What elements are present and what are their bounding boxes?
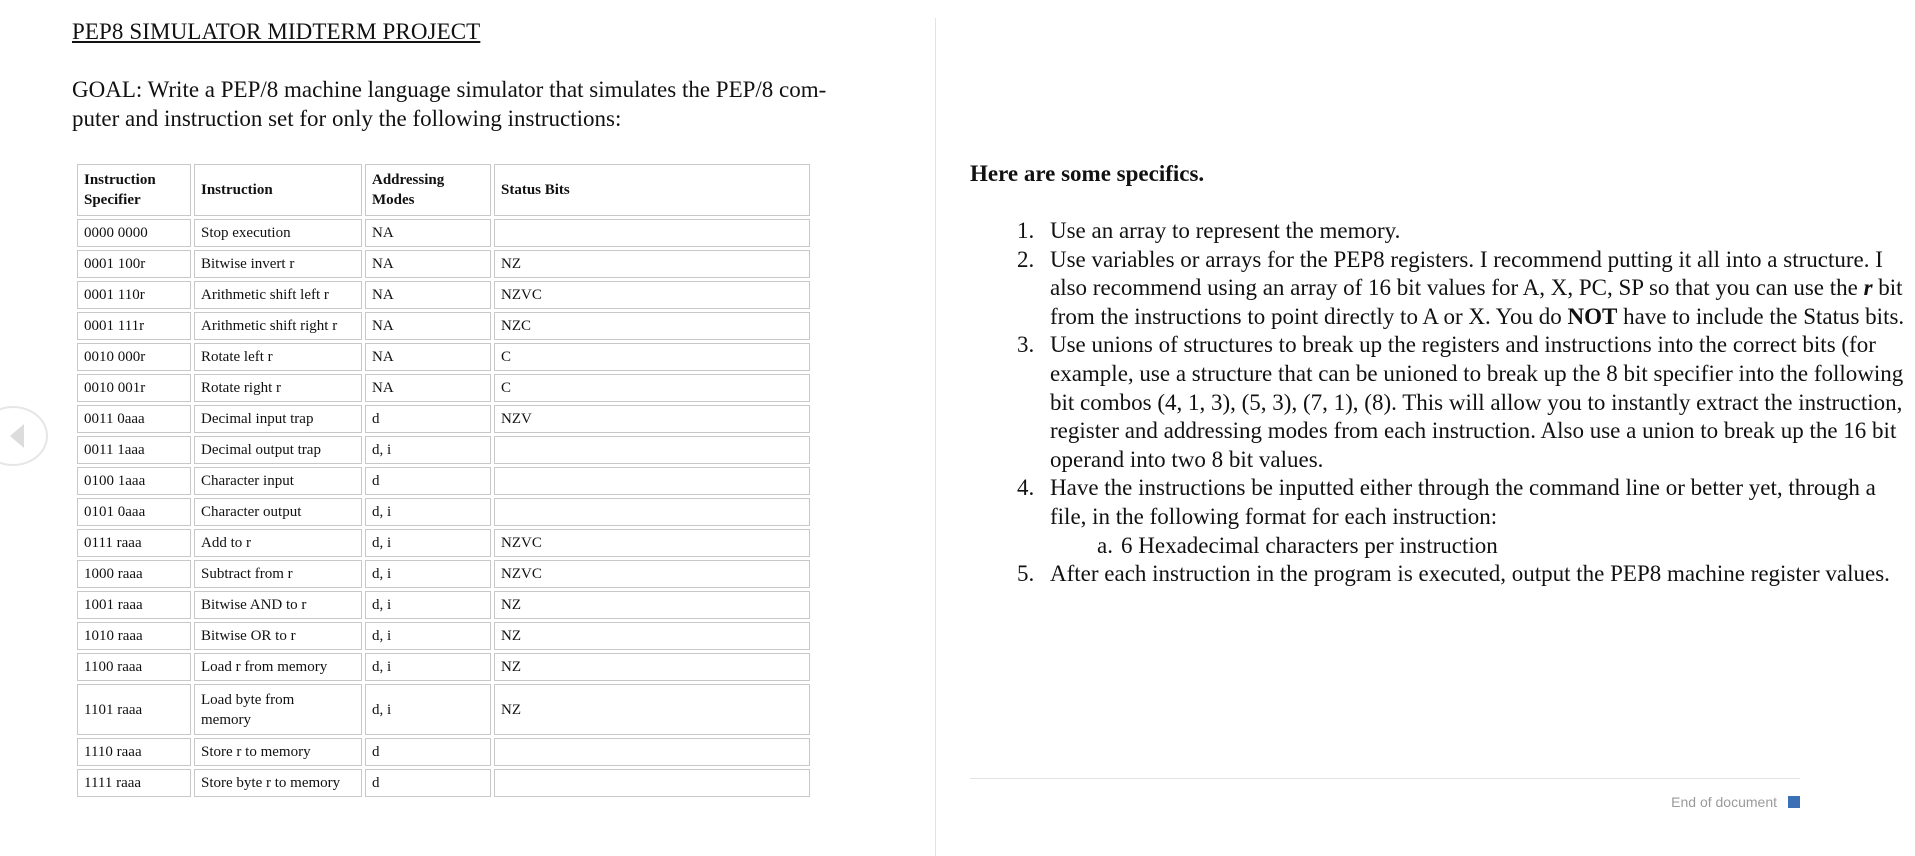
cell-status-bits: NZ bbox=[494, 591, 810, 619]
not-emphasis: NOT bbox=[1567, 303, 1618, 329]
cell-status-bits: NZ bbox=[494, 622, 810, 650]
list-number: 5. bbox=[1017, 561, 1035, 587]
cell-instruction: Bitwise AND to r bbox=[194, 591, 362, 619]
table-row bbox=[77, 498, 810, 526]
end-of-document-marker-icon bbox=[1788, 796, 1800, 808]
cell-text-line: memory bbox=[201, 711, 251, 728]
table-row bbox=[77, 684, 810, 735]
cell-addressing-modes: d, i bbox=[365, 684, 491, 735]
cell-instruction bbox=[194, 684, 362, 735]
header-instruction: Instruction bbox=[194, 164, 362, 216]
cell-status-bits bbox=[494, 219, 810, 247]
list-text bbox=[1050, 246, 1915, 332]
chevron-left-icon bbox=[10, 424, 24, 448]
cell-instruction: Store byte r to memory bbox=[194, 769, 362, 797]
list-number: 2. bbox=[1017, 246, 1035, 272]
header-text: Addressing bbox=[372, 172, 445, 188]
cell-addressing-modes: d bbox=[365, 769, 491, 797]
cell-specifier: 0010 000r bbox=[77, 343, 191, 371]
cell-addressing-modes: NA bbox=[365, 281, 491, 309]
cell-addressing-modes: NA bbox=[365, 250, 491, 278]
cell-specifier: 1101 raaa bbox=[77, 684, 191, 735]
table-row bbox=[77, 343, 810, 371]
table-row bbox=[77, 591, 810, 619]
list-item bbox=[1017, 246, 1915, 332]
cell-addressing-modes: NA bbox=[365, 312, 491, 340]
left-page bbox=[0, 0, 935, 856]
text-run: bit from the instructions to point directly to A or X. You do bbox=[1050, 275, 1903, 329]
table-row bbox=[77, 405, 810, 433]
cell-status-bits: NZC bbox=[494, 312, 810, 340]
cell-specifier: 1110 raaa bbox=[77, 738, 191, 766]
list-item bbox=[1017, 217, 1915, 246]
cell-specifier: 0010 001r bbox=[77, 374, 191, 402]
end-of-document-divider bbox=[970, 778, 1800, 779]
cell-status-bits: NZ bbox=[494, 653, 810, 681]
sub-list-letter: a. bbox=[1097, 532, 1113, 558]
instruction-table bbox=[74, 161, 813, 800]
cell-addressing-modes: d bbox=[365, 405, 491, 433]
header-addressing-modes bbox=[365, 164, 491, 216]
table-row bbox=[77, 769, 810, 797]
cell-specifier: 0000 0000 bbox=[77, 219, 191, 247]
cell-instruction: Stop execution bbox=[194, 219, 362, 247]
text-run: Use variables or arrays for the PEP8 registers. I recommend putting it all into a structure. I also recommend using an array of 16 bit values for A, X, PC, SP so that you can use the bbox=[1050, 246, 1883, 301]
table-row bbox=[77, 653, 810, 681]
sub-list bbox=[1050, 532, 1915, 561]
cell-status-bits: NZVC bbox=[494, 281, 810, 309]
list-number: 4. bbox=[1017, 475, 1035, 501]
goal-line-2: puter and instruction set for only the following instructions: bbox=[72, 106, 622, 131]
cell-addressing-modes: d bbox=[365, 467, 491, 495]
table-row bbox=[77, 738, 810, 766]
text-run: have to include the Status bits. bbox=[1617, 303, 1905, 329]
list-item bbox=[1017, 331, 1915, 474]
table-row bbox=[77, 529, 810, 557]
header-text: Specifier bbox=[84, 192, 141, 208]
goal-line-1: GOAL: Write a PEP/8 machine language simulator that simulates the PEP/8 com- bbox=[72, 77, 827, 102]
table-row bbox=[77, 622, 810, 650]
cell-status-bits bbox=[494, 498, 810, 526]
cell-status-bits bbox=[494, 738, 810, 766]
end-of-document-label: End of document bbox=[1671, 794, 1777, 810]
list-item bbox=[1017, 474, 1915, 560]
cell-specifier: 1000 raaa bbox=[77, 560, 191, 588]
cell-instruction: Store r to memory bbox=[194, 738, 362, 766]
cell-status-bits: C bbox=[494, 343, 810, 371]
table-row bbox=[77, 374, 810, 402]
cell-status-bits: NZVC bbox=[494, 560, 810, 588]
cell-instruction: Bitwise invert r bbox=[194, 250, 362, 278]
list-text: Have the instructions be inputted either through the command line or better yet, through a file, in the following format for each instruction: bbox=[1050, 475, 1876, 529]
header-instruction-specifier bbox=[77, 164, 191, 216]
document-title: PEP8 SIMULATOR MIDTERM PROJECT bbox=[72, 19, 481, 44]
cell-specifier: 1010 raaa bbox=[77, 622, 191, 650]
cell-instruction: Arithmetic shift left r bbox=[194, 281, 362, 309]
cell-text-line: Load byte from bbox=[201, 691, 295, 708]
right-page bbox=[936, 0, 1905, 856]
table-row bbox=[77, 250, 810, 278]
cell-status-bits: C bbox=[494, 374, 810, 402]
cell-specifier: 0111 raaa bbox=[77, 529, 191, 557]
cell-status-bits bbox=[494, 769, 810, 797]
sub-list-text: 6 Hexadecimal characters per instruction bbox=[1121, 532, 1498, 558]
goal-paragraph bbox=[72, 75, 872, 133]
cell-instruction: Rotate left r bbox=[194, 343, 362, 371]
cell-addressing-modes: d, i bbox=[365, 560, 491, 588]
cell-status-bits bbox=[494, 467, 810, 495]
cell-status-bits: NZVC bbox=[494, 529, 810, 557]
cell-specifier: 1111 raaa bbox=[77, 769, 191, 797]
cell-status-bits: NZ bbox=[494, 684, 810, 735]
cell-addressing-modes: d bbox=[365, 738, 491, 766]
table-row bbox=[77, 219, 810, 247]
table-header-row bbox=[77, 164, 810, 216]
table-body bbox=[77, 219, 810, 797]
table-row bbox=[77, 312, 810, 340]
cell-addressing-modes: d, i bbox=[365, 529, 491, 557]
cell-specifier: 0011 0aaa bbox=[77, 405, 191, 433]
list-text: Use unions of structures to break up the registers and instructions into the correct bits (for example, use a structure that can be unioned to break up the 8 bit specifier into the following bit combos (4, 1, 3), (5, 3), (7, 1), (8). This will allow you to instantly extract the instruction, register and addressing modes from each instruction. Also use a union to break up the 16 bit operand into two 8 bit values. bbox=[1050, 332, 1904, 472]
cell-instruction: Load r from memory bbox=[194, 653, 362, 681]
cell-instruction: Subtract from r bbox=[194, 560, 362, 588]
cell-addressing-modes: d, i bbox=[365, 653, 491, 681]
cell-addressing-modes: NA bbox=[365, 219, 491, 247]
specifics-list bbox=[970, 217, 1915, 589]
table-row bbox=[77, 467, 810, 495]
cell-addressing-modes: d, i bbox=[365, 622, 491, 650]
list-number: 1. bbox=[1017, 218, 1035, 243]
cell-specifier: 0100 1aaa bbox=[77, 467, 191, 495]
specifics-heading: Here are some specifics. bbox=[970, 161, 1205, 186]
cell-status-bits: NZ bbox=[494, 250, 810, 278]
list-item bbox=[1017, 560, 1915, 589]
cell-instruction: Bitwise OR to r bbox=[194, 622, 362, 650]
cell-addressing-modes: d, i bbox=[365, 436, 491, 464]
cell-instruction: Rotate right r bbox=[194, 374, 362, 402]
cell-specifier: 0001 111r bbox=[77, 312, 191, 340]
register-bit-emphasis: r bbox=[1863, 275, 1873, 301]
table-row bbox=[77, 281, 810, 309]
table-row bbox=[77, 436, 810, 464]
header-status-bits: Status Bits bbox=[494, 164, 810, 216]
cell-instruction: Character output bbox=[194, 498, 362, 526]
cell-addressing-modes: NA bbox=[365, 374, 491, 402]
cell-status-bits bbox=[494, 436, 810, 464]
cell-specifier: 0101 0aaa bbox=[77, 498, 191, 526]
cell-instruction: Decimal output trap bbox=[194, 436, 362, 464]
cell-addressing-modes: d, i bbox=[365, 591, 491, 619]
sub-list-item bbox=[1097, 532, 1915, 561]
table-row bbox=[77, 560, 810, 588]
header-text: Instruction bbox=[84, 172, 156, 188]
list-number: 3. bbox=[1017, 332, 1035, 358]
cell-specifier: 1100 raaa bbox=[77, 653, 191, 681]
cell-instruction: Decimal input trap bbox=[194, 405, 362, 433]
cell-instruction: Add to r bbox=[194, 529, 362, 557]
header-text: Modes bbox=[372, 192, 415, 208]
list-text: After each instruction in the program is executed, output the PEP8 machine register values. bbox=[1050, 561, 1890, 587]
previous-page-button[interactable] bbox=[0, 406, 48, 466]
cell-instruction: Arithmetic shift right r bbox=[194, 312, 362, 340]
cell-status-bits: NZV bbox=[494, 405, 810, 433]
cell-specifier: 1001 raaa bbox=[77, 591, 191, 619]
cell-addressing-modes: d, i bbox=[365, 498, 491, 526]
list-text: Use an array to represent the memory. bbox=[1050, 218, 1401, 243]
cell-addressing-modes: NA bbox=[365, 343, 491, 371]
cell-instruction: Character input bbox=[194, 467, 362, 495]
cell-specifier: 0011 1aaa bbox=[77, 436, 191, 464]
cell-specifier: 0001 100r bbox=[77, 250, 191, 278]
cell-specifier: 0001 110r bbox=[77, 281, 191, 309]
